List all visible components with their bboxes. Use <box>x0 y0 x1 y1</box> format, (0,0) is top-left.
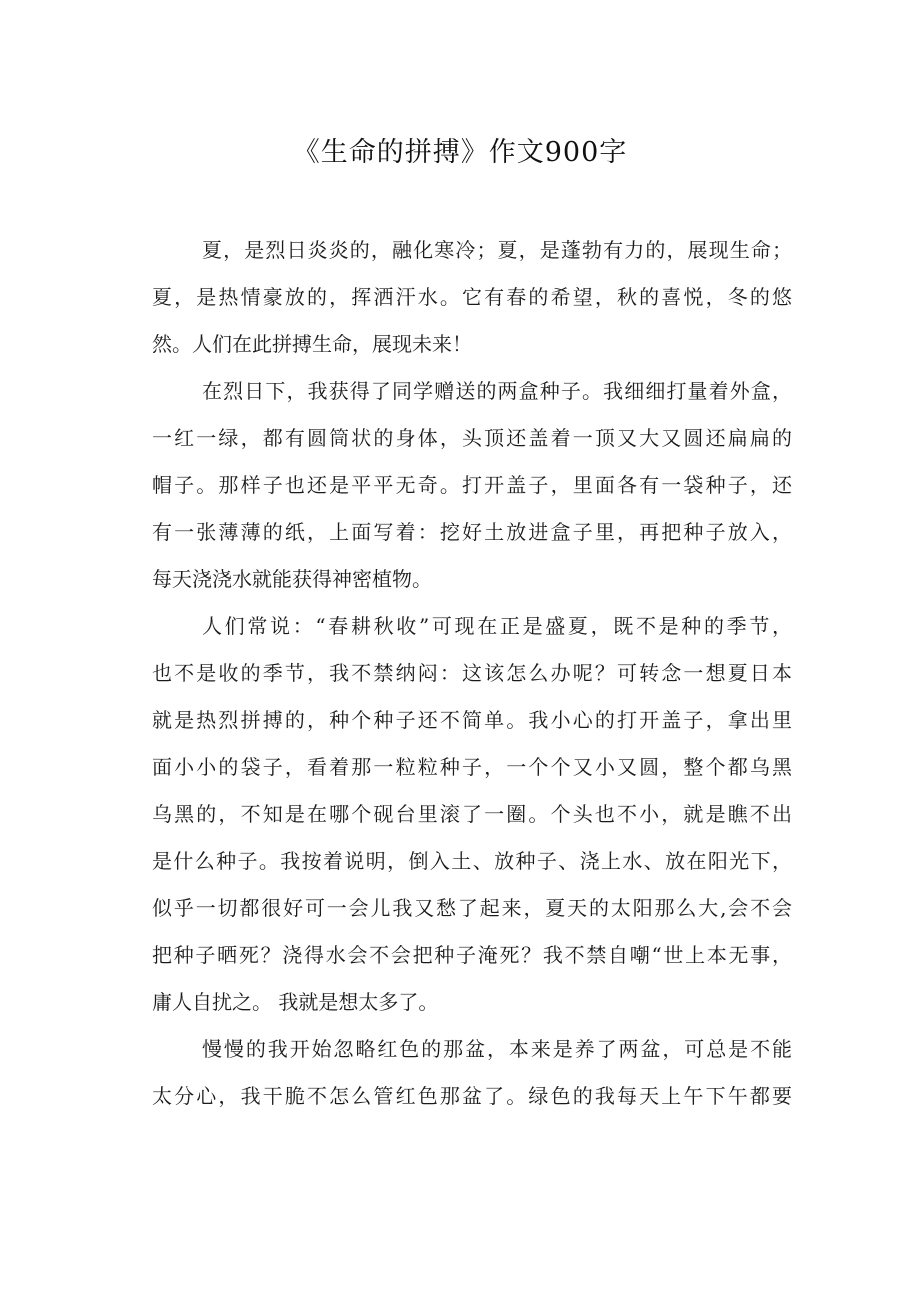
paragraph-4 <box>152 1026 792 1120</box>
text-line: 有一张薄薄的纸，上面写着：挖好土放进盒子里，再把种子放入， <box>152 520 792 544</box>
text-line: 也不是收的季节，我不禁纳闷：这该怎么办呢？可转念一想夏日本 <box>152 661 792 685</box>
text-line: 夏，是烈日炎炎的，融化寒冷；夏，是蓬勃有力的，展现生命； <box>202 238 792 262</box>
text-line: 太分心，我干脆不怎么管红色那盆了。绿色的我每天上午下午都要 <box>152 1084 792 1108</box>
paragraph-2 <box>152 368 792 603</box>
text-line: 庸人自扰之。 我就是想太多了。 <box>152 990 439 1014</box>
text-line: 是什么种子。我按着说明，倒入土、放种子、浇上水、放在阳光下， <box>152 849 792 873</box>
text-line: 每天浇浇水就能获得神密植物。 <box>152 567 432 591</box>
text-line: 就是热烈拼搏的，种个种子还不简单。我小心的打开盖子，拿出里 <box>152 708 792 732</box>
text-line: 乌黑的，不知是在哪个砚台里滚了一圈。个头也不小，就是瞧不出 <box>152 802 792 826</box>
text-line: 慢慢的我开始忽略红色的那盆，本来是养了两盆，可总是不能 <box>202 1037 792 1061</box>
text-line: 似乎一切都很好可一会儿我又愁了起来，夏天的太阳那么大,会不会 <box>152 896 792 920</box>
text-line: 面小小的袋子，看着那一粒粒种子，一个个又小又圆，整个都乌黑 <box>152 755 792 779</box>
text-line: 帽子。那样子也还是平平无奇。打开盖子，里面各有一袋种子，还 <box>152 473 792 497</box>
paragraph-1 <box>152 227 792 368</box>
paragraph-3 <box>152 603 792 1026</box>
text-line: 把种子晒死？浇得水会不会把种子淹死？我不禁自嘲“世上本无事， <box>152 943 792 967</box>
text-line: 在烈日下，我获得了同学赠送的两盒种子。我细细打量着外盒， <box>202 379 792 403</box>
document-title: 《生命的拼搏》作文900字 <box>292 137 628 168</box>
document-body <box>152 227 792 1120</box>
text-line: 然。人们在此拼搏生命，展现未来！ <box>152 332 472 356</box>
text-line: 一红一绿，都有圆筒状的身体，头顶还盖着一顶又大又圆还扁扁的 <box>152 426 792 450</box>
text-line: 夏，是热情豪放的，挥洒汗水。它有春的希望，秋的喜悦，冬的悠 <box>152 285 792 309</box>
text-line: 人们常说：“春耕秋收”可现在正是盛夏，既不是种的季节， <box>202 614 792 638</box>
